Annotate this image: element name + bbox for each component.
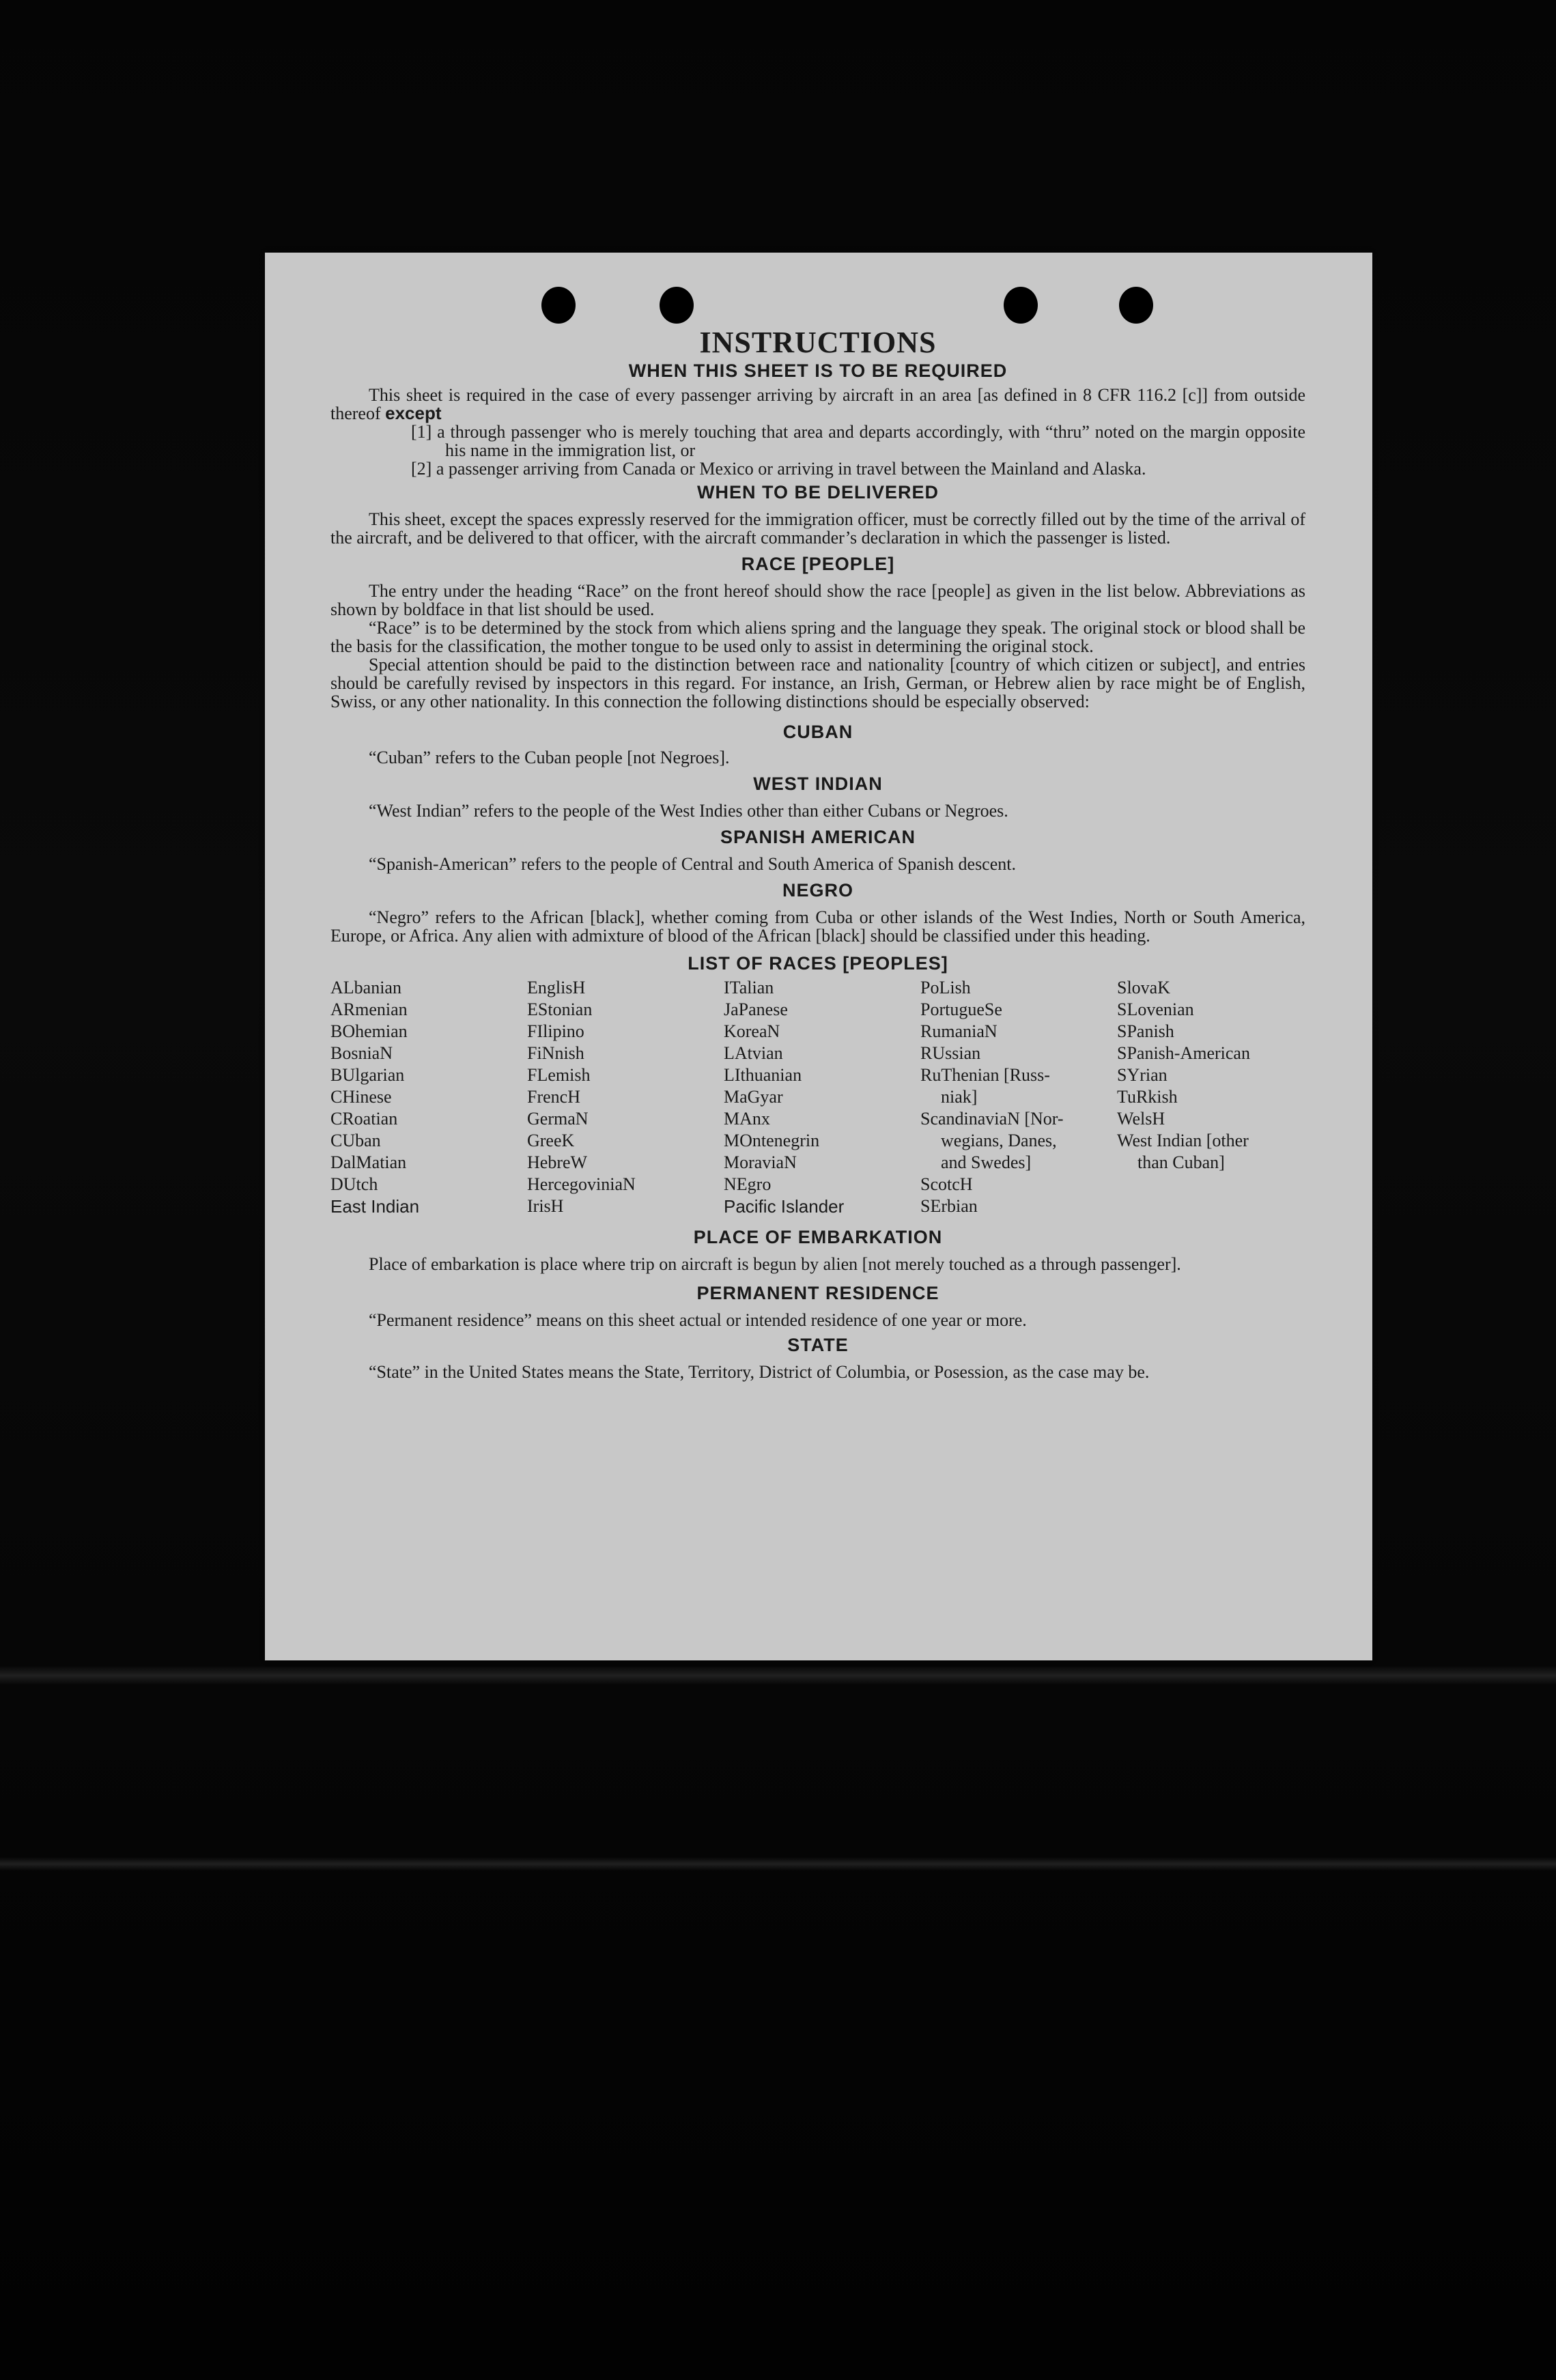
section-heading: LIST OF RACES [PEOPLES] [688, 953, 948, 974]
section-heading: PLACE OF EMBARKATION [693, 1227, 943, 1247]
paragraph: “West Indian” refers to the people of the West Indies other than either Cubans or Negroes. [369, 801, 1008, 821]
page-title: INSTRUCTIONS [699, 326, 937, 359]
race-item: JaPanese [724, 1000, 788, 1019]
race-item: BosniaN [330, 1043, 393, 1063]
race-column [527, 977, 716, 1217]
section-heading: PERMANENT RESIDENCE [696, 1283, 939, 1303]
paragraph: Place of embarkation is place where trip on aircraft is begun by alien [not merely touched as a through passenger]. [369, 1254, 1181, 1274]
race-item: HercegoviniaN [527, 1174, 636, 1194]
instruction-sheet [265, 253, 1372, 1660]
race-item: RumaniaN [920, 1021, 998, 1041]
race-item: HebreW [527, 1152, 588, 1172]
punch-hole [541, 287, 576, 324]
race-item: ITalian [724, 978, 774, 997]
race-item: TuRkish [1117, 1087, 1178, 1107]
race-item: than Cuban] [1137, 1152, 1225, 1172]
race-item: FLemish [527, 1065, 591, 1085]
race-item: IrisH [527, 1196, 564, 1216]
race-item: SLovenian [1117, 1000, 1194, 1019]
sheet-content [330, 326, 1305, 1381]
race-item: RuThenian [Russ- [920, 1065, 1050, 1085]
race-item: EnglisH [527, 978, 586, 997]
race-item: MaGyar [724, 1087, 783, 1107]
scanner-band [0, 1666, 1556, 1685]
race-item: GreeK [527, 1131, 575, 1150]
race-column [1117, 977, 1305, 1217]
race-column [330, 977, 519, 1217]
race-item: ScandinaviaN [Nor- [920, 1109, 1064, 1129]
race-item: KoreaN [724, 1021, 780, 1041]
paragraph: The entry under the heading “Race” on the front hereof should show the race [people] as given in the list below. Abbreviations as shown by boldface in that list should be used. [330, 581, 1305, 619]
paragraph: “Spanish-American” refers to the people of Central and South America of Spanish descent. [369, 854, 1016, 874]
race-item: NEgro [724, 1174, 772, 1194]
paragraph: “Race” is to be determined by the stock from which aliens spring and the language they speak. The original stock or blood shall be the basis for the classification, the mother tongue to be used only to assist in determining the original stock. [330, 618, 1305, 656]
section-heading: CUBAN [782, 722, 853, 742]
race-item: LAtvian [724, 1043, 783, 1063]
race-item: LIthuanian [724, 1065, 802, 1085]
race-item: CUban [330, 1131, 381, 1150]
race-item: Pacific Islander [724, 1196, 845, 1217]
race-column [724, 977, 912, 1217]
race-item: CHinese [330, 1087, 392, 1107]
race-item: MoraviaN [724, 1152, 797, 1172]
race-item: WelsH [1117, 1109, 1165, 1129]
race-item: DalMatian [330, 1152, 407, 1172]
race-item: niak] [941, 1087, 978, 1107]
race-item: SPanish [1117, 1021, 1174, 1041]
section-heading: WEST INDIAN [753, 774, 883, 794]
race-item: FiNnish [527, 1043, 584, 1063]
race-item: ScotcH [920, 1174, 973, 1194]
section-heading: WHEN TO BE DELIVERED [696, 482, 939, 502]
race-item: wegians, Danes, [941, 1131, 1057, 1150]
race-item: GermaN [527, 1109, 589, 1129]
race-item: ARmenian [330, 1000, 408, 1019]
paragraph [330, 386, 1305, 423]
race-item: BOhemian [330, 1021, 408, 1041]
race-item: PortugueSe [920, 1000, 1002, 1019]
race-item: SlovaK [1117, 978, 1170, 997]
list-item: [1] a through passenger who is merely touching that area and departs accordingly, with “thru” noted on the margin opposite his name in the immigration list, or [411, 422, 1305, 460]
race-item: ALbanian [330, 978, 401, 997]
race-item: MOntenegrin [724, 1131, 820, 1150]
race-item: EStonian [527, 1000, 593, 1019]
paragraph-text: This sheet is required in the case of every passenger arriving by aircraft in an area [as defined in 8 CFR 116.2 [c]] from outside thereof [330, 385, 1305, 423]
paragraph: Special attention should be paid to the distinction between race and nationality [country of which citizen or subject], and entries should be carefully revised by inspectors in this regard. For instance, an Irish, German, or Hebrew alien by race might be of English, Swiss, or any other nationality. In this connection the following distinctions should be especially observed: [330, 655, 1305, 711]
section-heading: STATE [787, 1335, 849, 1355]
paragraph: “Cuban” refers to the Cuban people [not Negroes]. [369, 748, 730, 767]
paragraph: “Permanent residence” means on this sheet actual or intended residence of one year or more. [369, 1310, 1027, 1330]
race-item: RUssian [920, 1043, 981, 1063]
race-list [330, 977, 1305, 1217]
race-item: SYrian [1117, 1065, 1168, 1085]
section-heading: NEGRO [782, 880, 853, 901]
race-item: CRoatian [330, 1109, 398, 1129]
punch-hole [1119, 287, 1153, 324]
race-item: BUlgarian [330, 1065, 405, 1085]
punch-hole [1004, 287, 1038, 324]
race-item: East Indian [330, 1196, 420, 1217]
race-item: DUtch [330, 1174, 378, 1194]
race-item: West Indian [other [1117, 1131, 1249, 1150]
race-item: FIlipino [527, 1021, 584, 1041]
race-item: SPanish-American [1117, 1043, 1250, 1063]
punch-hole [660, 287, 694, 324]
paragraph: This sheet, except the spaces expressly reserved for the immigration officer, must be correctly filled out by the time of the arrival of the aircraft, and be delivered to that officer, with the aircraft commander’s declaration in which the passenger is listed. [330, 509, 1305, 548]
race-item: SErbian [920, 1196, 978, 1216]
race-item: PoLish [920, 978, 971, 997]
race-item: FrencH [527, 1087, 580, 1107]
bold-text: except [385, 403, 442, 423]
list-item: [2] a passenger arriving from Canada or Mexico or arriving in travel between the Mainland and Alaska. [411, 459, 1146, 479]
race-item: MAnx [724, 1109, 770, 1129]
race-column [920, 977, 1109, 1217]
race-item: and Swedes] [941, 1152, 1032, 1172]
scanner-band [0, 1857, 1556, 1871]
section-heading: RACE [PEOPLE] [741, 554, 895, 574]
paragraph: “Negro” refers to the African [black], whether coming from Cuba or other islands of the West Indies, North or South America, Europe, or Africa. Any alien with admixture of blood of the African [black] should be classified under this heading. [330, 907, 1305, 946]
section-heading: WHEN THIS SHEET IS TO BE REQUIRED [628, 360, 1008, 381]
section-heading: SPANISH AMERICAN [720, 827, 916, 847]
paragraph: “State” in the United States means the State, Territory, District of Columbia, or Posession, as the case may be. [369, 1362, 1150, 1382]
